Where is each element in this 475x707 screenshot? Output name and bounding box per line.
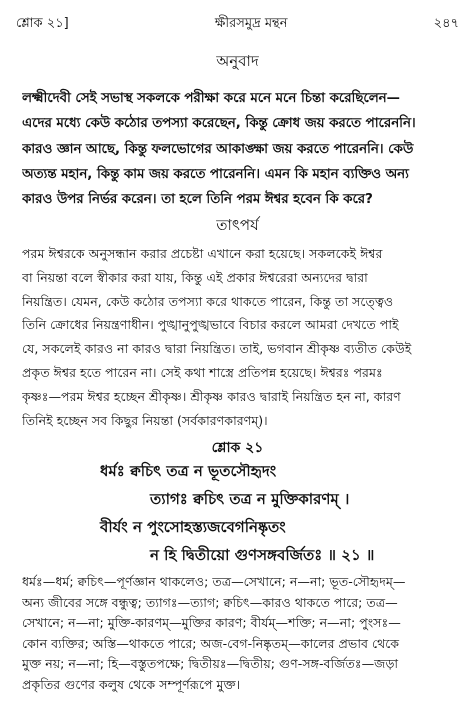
running-head	[16, 14, 459, 35]
verse-line: ন হি দ্বিতীয়ো গুণসঙ্গবর্জিতঃ ॥ ২১ ॥	[150, 546, 375, 564]
purport-line: যে, সকলেই কারও না কারও দ্বারা নিয়ন্ত্রিত। তাই, ভগবান শ্রীকৃষ্ণ ব্যতীত কেউই	[22, 341, 412, 357]
translation-line: অত্যন্ত মহান, কিন্তু কাম জয় করতে পারেননি। এমন কি মহান ব্যক্তিও অন্য	[22, 166, 409, 182]
running-head-verse: শ্লোক ২১]	[16, 16, 69, 31]
synonyms-line: প্রকৃতির গুণের কলুষ থেকে সম্পূর্ণরূপে মুক্ত।	[22, 676, 241, 692]
purport-line: পরম ঈশ্বরকে অনুসন্ধান করার প্রচেষ্টা এখানে করা হয়েছে। সকলকেই ঈশ্বর	[22, 246, 383, 261]
synonyms-line: অন্য জীবের সঙ্গে বন্ধুত্ব; ত্যাগঃ—ত্যাগ; ক্বচিৎ—কারও থাকতে পারে; তত্র—	[22, 594, 398, 610]
translation-line: লক্ষ্মীদেবী সেই সভাস্থ সকলকে পরীক্ষা করে মনে মনে চিন্তা করেছিলেন—	[22, 91, 400, 106]
verse-line: ত্যাগঃ ক্বচিৎ তত্র ন মুক্তিকারণম্ ।	[150, 490, 350, 508]
synonyms-line: সেখানে; ন—না; মুক্তি-কারণম্—মুক্তির কারণ; বীর্যম্—শক্তি; ন—না; পুংসঃ—	[22, 615, 401, 631]
synonyms-line: ধর্মঃ—ধর্ম; ক্বচিৎ—পূর্ণজ্ঞান থাকলেও; তত্র—সেখানে; ন—না; ভূত-সৌহৃদম্—	[22, 574, 406, 589]
running-head-chapter-title: ক্ষীরসমুদ্র মন্থন	[214, 16, 288, 31]
translation-line: এদের মধ্যে কেউ কঠোর তপস্যা করেছেন, কিন্তু ক্রোধ জয় করতে পারেননি।	[22, 116, 416, 132]
purport-line: কৃষ্ণঃ—পরম ঈশ্বর হচ্ছেন শ্রীকৃষ্ণ। শ্রীকৃষ্ণ কারও দ্বারাই নিয়ন্ত্রিত হন না, কারণ	[22, 388, 401, 404]
page-number: ২৪৭	[433, 16, 459, 31]
sanskrit-verse	[0, 460, 475, 570]
purport-line: তিনি ক্রোধের নিয়ন্ত্রণাধীন। পুঙ্খানুপুঙ্খভাবে বিচার করলে আমরা দেখতে পাই	[22, 317, 399, 333]
purport-line: বা নিয়ন্তা বলে স্বীকার করা যায়, কিন্তু এই প্রকার ঈশ্বরেরা অন্যদের দ্বারা	[22, 269, 368, 285]
synonyms-line: কোন ব্যক্তির; অস্তি—থাকতে পারে; অজ-বেগ-নিষ্কৃতম্—কালের প্রভাব থেকে	[22, 635, 400, 651]
word-for-word-synonyms	[22, 572, 455, 696]
purport-line: নিয়ন্ত্রিত। যেমন, কেউ কঠোর তপস্যা করে থাকতে পারেন, কিন্তু তা সত্ত্বেও	[22, 293, 394, 309]
purport-heading: তাৎপর্য	[216, 216, 259, 234]
purport-line: প্রকৃত ঈশ্বর হতে পারেন না। সেই কথা শাস্ত্রে প্রতিপন্ন হয়েছে। ঈশ্বরঃ পরমঃ	[22, 364, 383, 380]
purport-line: তিনিই হচ্ছেন সব কিছুর নিয়ন্তা (সর্বকারণকারণম্)।	[22, 412, 268, 428]
translation-line: কারও জ্ঞান আছে, কিন্তু ফলভোগের আকাঙ্ক্ষা জয় করতে পারেননি। কেউ	[22, 141, 414, 157]
translation-heading: অনুবাদ	[216, 52, 259, 70]
verse-number: শ্লোক ২১	[211, 440, 264, 456]
purport-text	[22, 242, 455, 432]
verse-line: বীর্যং ন পুংসোহস্ত্যজবেগনিষ্কৃতং	[100, 518, 286, 536]
translation-text	[22, 86, 455, 212]
synonyms-line: মুক্ত নয়; ন—না; হি—বস্তুতপক্ষে; দ্বিতীয়ঃ—দ্বিতীয়; গুণ-সঙ্গ-বর্জিতঃ—জড়া	[22, 656, 399, 672]
verse-line: ধর্মঃ ক্বচিৎ তত্র ন ভূতসৌহৃদং	[100, 462, 277, 480]
translation-line: কারও উপর নির্ভর করেন। তা হলে তিনি পরম ঈশ্বর হবেন কি করে?	[22, 192, 373, 208]
